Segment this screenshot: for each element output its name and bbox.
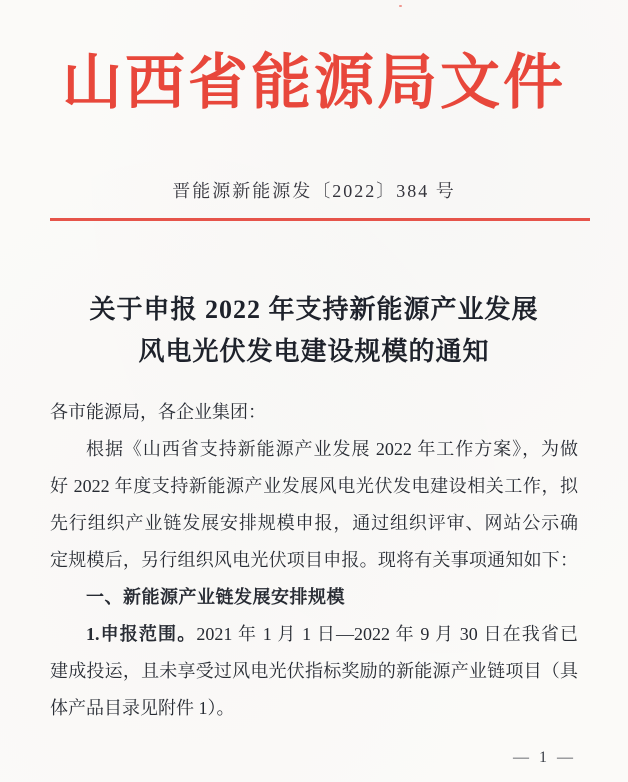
section1-heading: 一、新能源产业链发展安排规模 <box>86 587 345 607</box>
agency-letterhead-title: 山西省能源局文件 <box>62 50 566 116</box>
item1-line3: 体产品目录见附件 1）。 <box>50 698 235 718</box>
item1-line1 <box>50 616 578 653</box>
paragraph1-line2: 好 2022 年度支持新能源产业发展风电光伏发电建设相关工作，拟 <box>50 476 578 496</box>
scan-artifact <box>399 5 402 7</box>
document-body <box>50 394 578 727</box>
document-reference-number: 晋能源新能源发〔2022〕384 号 <box>172 181 456 201</box>
item1-line1-text: 2021 年 1 月 1 日—2022 年 9 月 30 日在我省已 <box>196 624 579 644</box>
paragraph1-line1: 根据《山西省支持新能源产业发展 2022 年工作方案》，为做 <box>86 439 578 459</box>
letterhead-divider-rule <box>50 218 590 221</box>
page-number: — 1 — <box>513 749 576 766</box>
paragraph1-line3: 先行组织产业链发展安排规模申报，通过组织评审、网站公示确 <box>50 513 578 533</box>
document-title-line1: 关于申报 2022 年支持新能源产业发展 <box>89 295 539 324</box>
salutation: 各市能源局，各企业集团： <box>50 402 266 422</box>
item1-line2: 建成投运，且未享受过风电光伏指标奖励的新能源产业链项目（具 <box>50 661 578 681</box>
item1-label: 1.申报范围。 <box>86 624 197 644</box>
paragraph1-line4: 定规模后，另行组织风电光伏项目申报。现将有关事项通知如下： <box>50 550 578 570</box>
document-title-line2: 风电光伏发电建设规模的通知 <box>138 337 490 366</box>
document-title <box>0 289 628 373</box>
